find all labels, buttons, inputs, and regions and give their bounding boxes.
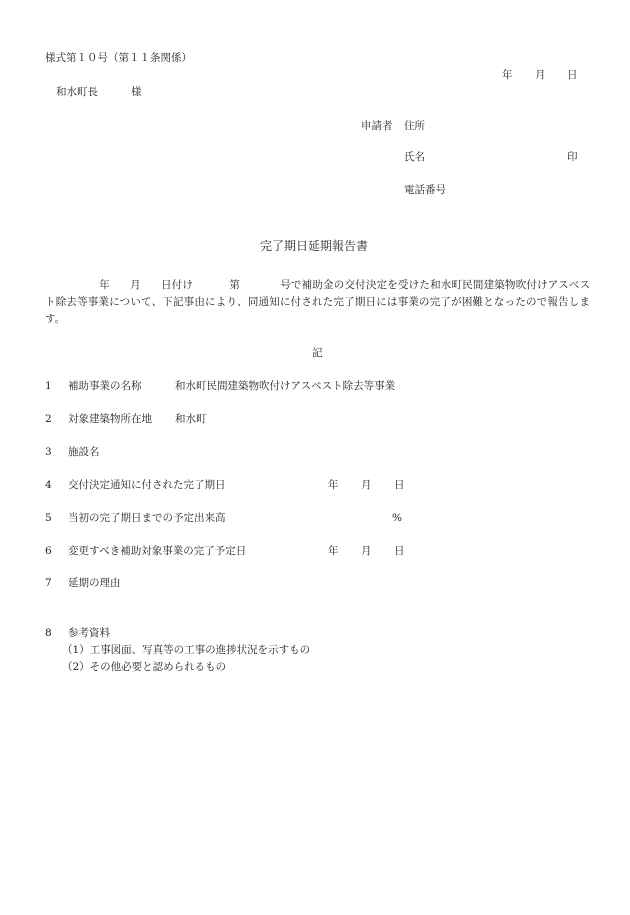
item4-month: 月 [361, 479, 372, 491]
item-number: 8 [45, 627, 52, 639]
document-title: 完了期日延期報告書 [260, 239, 369, 253]
reference-item: （1）工事図面、写真等の工事の進捗状況を示すもの [62, 644, 311, 656]
item4-day: 日 [394, 479, 405, 491]
item-number: 7 [45, 577, 52, 589]
reference-item: （2）その他必要と認められるもの [62, 661, 227, 673]
form-number: 様式第１０号（第１１条関係） [45, 52, 192, 64]
item-number: 2 [45, 413, 52, 425]
body-number-prefix: 第 [229, 279, 241, 291]
item-number: 5 [45, 512, 52, 524]
item-value-project-name: 和水町民間建築物吹付けアスベスト除去等事業 [175, 380, 396, 392]
body-month: 月 [129, 279, 141, 291]
item-label-reference-materials: 参考資料 [68, 627, 110, 639]
item4-year: 年 [328, 479, 339, 491]
applicant-address-label: 住所 [404, 120, 425, 132]
item-number: 6 [45, 545, 52, 557]
item-number: 3 [45, 446, 52, 458]
item-number: 1 [45, 380, 52, 392]
item6-day: 日 [394, 545, 405, 557]
item-value-building-location: 和水町 [175, 413, 207, 425]
date-year-label: 年 [502, 69, 513, 81]
date-day-label: 日 [567, 69, 578, 81]
body-dated: 日付け [160, 279, 194, 291]
item-number: 4 [45, 479, 52, 491]
item-label-extension-reason: 延期の理由 [68, 577, 121, 589]
item-label-new-completion-date: 変更すべき補助対象事業の完了予定日 [68, 545, 247, 557]
applicant-phone-label: 電話番号 [404, 184, 446, 196]
item5-percent-unit: % [392, 512, 402, 524]
body-paragraph [45, 277, 590, 328]
ki-heading: 記 [312, 347, 323, 359]
item-label-project-name: 補助事業の名称 [68, 380, 142, 392]
applicant-name-label: 氏名 [404, 151, 425, 163]
item-label-building-location: 対象建築物所在地 [68, 413, 152, 425]
body-year: 年 [99, 279, 110, 291]
item6-month: 月 [361, 545, 372, 557]
body-text: 号で補助金の交付決定を受けた和水町民間建築物吹付けアスベスト除去等事業について、下記事由により、同通知に付された完了期日には事業の完了が困難となったので報告します。 [45, 279, 590, 325]
item-label-planned-progress: 当初の完了期日までの予定出来高 [68, 512, 226, 524]
applicant-label: 申請者 [361, 120, 393, 132]
addressee-name: 和水町長 [56, 86, 98, 98]
item-label-facility-name: 施設名 [68, 446, 100, 458]
date-month-label: 月 [535, 69, 546, 81]
seal-mark: 印 [567, 151, 578, 163]
addressee-honorific: 様 [131, 86, 142, 98]
item-label-original-completion-date: 交付決定通知に付された完了期日 [68, 479, 226, 491]
item6-year: 年 [328, 545, 339, 557]
